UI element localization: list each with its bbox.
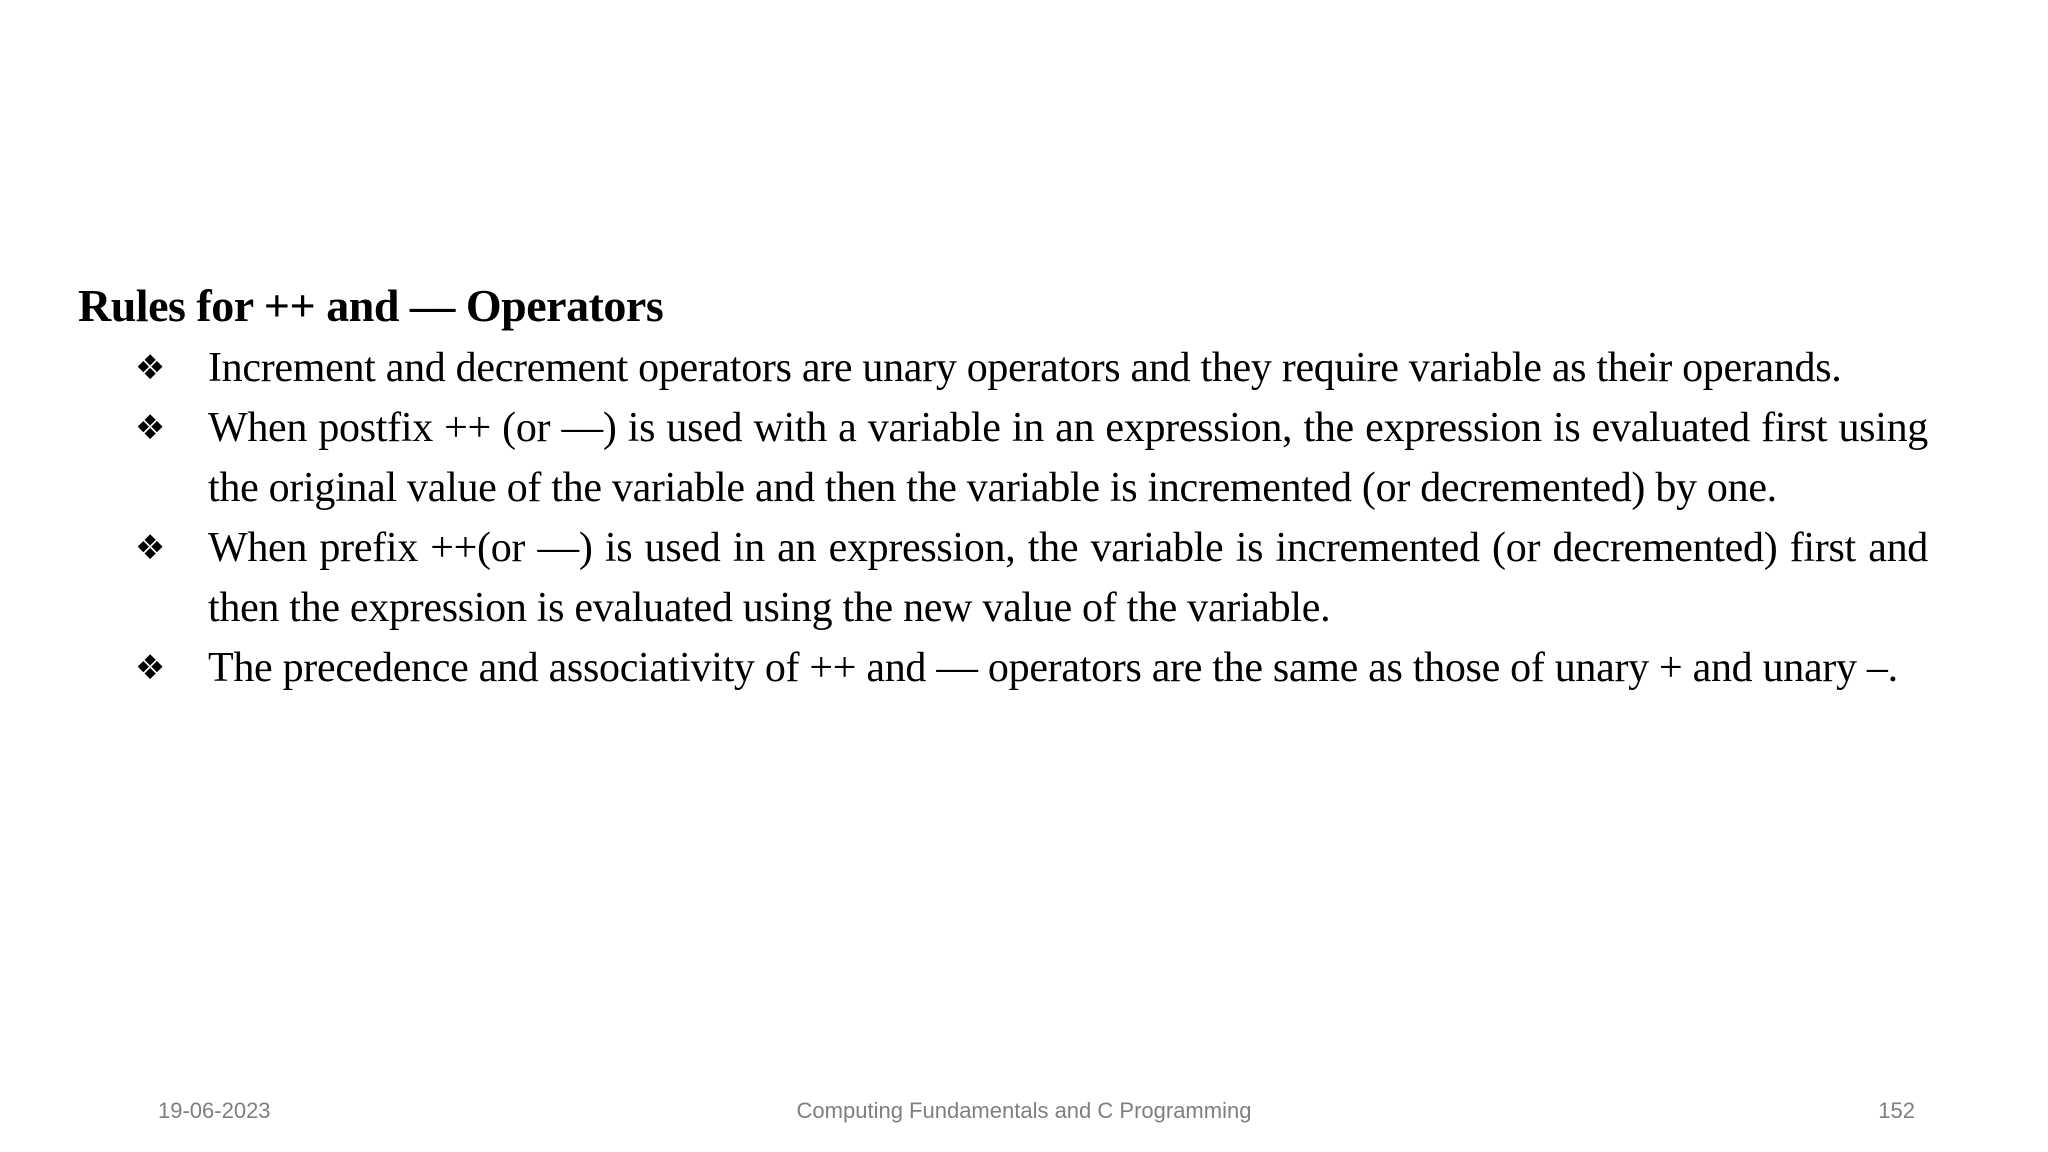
diamond-bullet-icon: ❖	[134, 348, 166, 388]
bullet-text: The precedence and associativity of ++ and –– operators are the same as those of unary + and unary –.	[208, 645, 1898, 691]
slide-content	[78, 276, 1928, 698]
slide-heading: Rules for ++ and –– Operators	[78, 280, 664, 331]
bullet-item	[78, 638, 1928, 698]
diamond-bullet-icon: ❖	[134, 408, 166, 448]
bullet-item	[78, 398, 1928, 518]
diamond-bullet-icon: ❖	[134, 648, 166, 688]
diamond-bullet-icon: ❖	[134, 528, 166, 568]
bullet-text: Increment and decrement operators are unary operators and they require variable as their operands.	[208, 345, 1842, 391]
footer-page-number: 152	[1878, 1098, 1915, 1123]
bullet-item	[78, 518, 1928, 638]
footer-date: 19-06-2023	[158, 1098, 271, 1123]
bullet-text: When prefix ++(or ––) is used in an expression, the variable is incremented (or decremented) first and then the expression is evaluated using the new value of the variable.	[208, 525, 1928, 631]
bullet-item	[78, 338, 1928, 398]
footer-title: Computing Fundamentals and C Programming	[796, 1098, 1252, 1123]
bullet-list	[78, 338, 1928, 698]
bullet-text: When postfix ++ (or ––) is used with a variable in an expression, the expression is evaluated first using the original value of the variable and then the variable is incremented (or decremented) by one.	[208, 405, 1928, 511]
